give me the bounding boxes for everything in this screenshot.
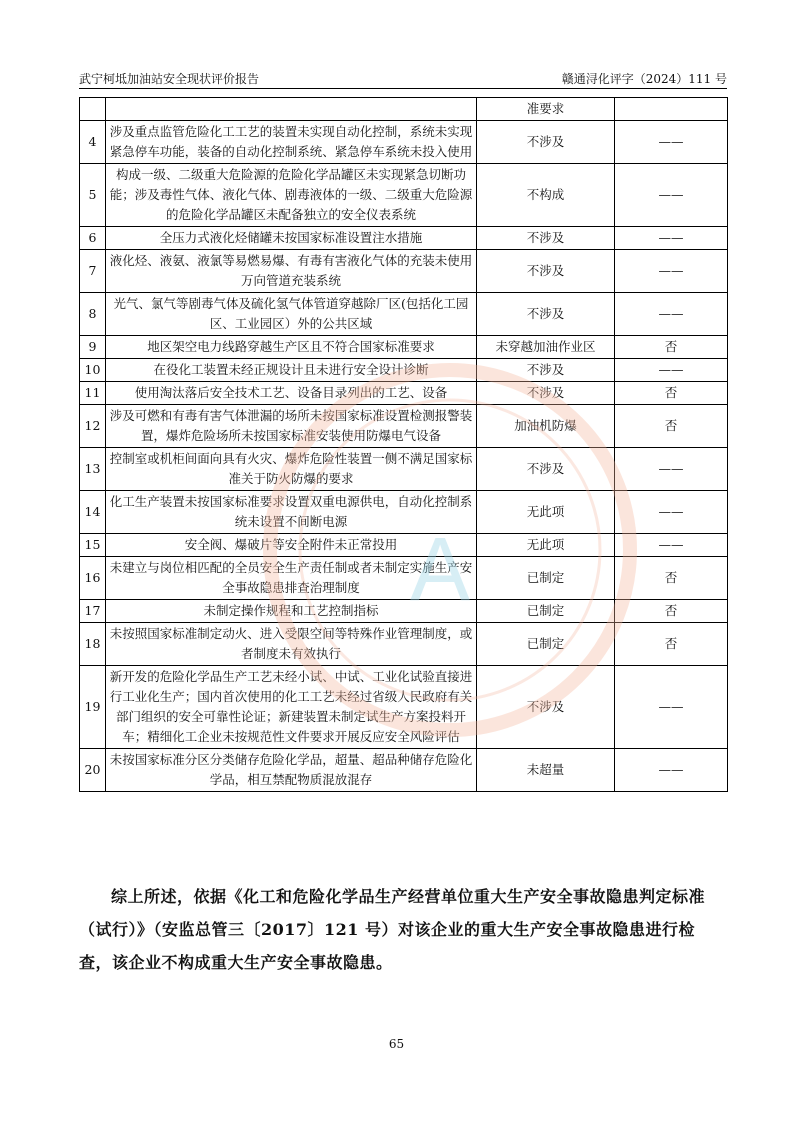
table-row [80,534,728,557]
table-row [80,623,728,666]
check-result-cell: 不涉及 [477,666,615,749]
check-item-cell: 在役化工装置未经正规设计且未进行安全设计诊断 [106,359,477,382]
conclusion-cell: 否 [615,623,728,666]
check-result-cell: 不涉及 [477,359,615,382]
page-header [79,70,727,89]
row-number-cell: 9 [80,336,106,359]
table-row [80,666,728,749]
check-item-cell: 液化烃、液氨、液氯等易燃易爆、有毒有害液化气体的充装未使用万向管道充装系统 [106,250,477,293]
check-result-cell: 无此项 [477,491,615,534]
conclusion-cell: 否 [615,405,728,448]
table-row [80,121,728,164]
check-item-cell: 未按照国家标准制定动火、进入受限空间等特殊作业管理制度，或者制度未有效执行 [106,623,477,666]
conclusion-cell: —— [615,121,728,164]
conclusion-cell: —— [615,491,728,534]
check-result-cell: 已制定 [477,623,615,666]
conclusion-cell: —— [615,227,728,250]
table-row [80,382,728,405]
header-report-title: 武宁柯坻加油站安全现状评价报告 [79,72,260,86]
table-row [80,359,728,382]
check-item-cell: 光气、氯气等剧毒气体及硫化氢气体管道穿越除厂区(包括化工园区、工业园区）外的公共区域 [106,293,477,336]
summary-conclusion [79,880,727,979]
row-number-cell [80,98,106,121]
conclusion-cell: —— [615,749,728,792]
check-result-cell: 已制定 [477,600,615,623]
table-row [80,164,728,227]
row-number-cell: 8 [80,293,106,336]
check-item-cell: 涉及可燃和有毒有害气体泄漏的场所未按国家标准设置检测报警装置，爆炸危险场所未按国家标准安装使用防爆电气设备 [106,405,477,448]
row-number-cell: 4 [80,121,106,164]
row-number-cell: 13 [80,448,106,491]
check-result-cell: 准要求 [477,98,615,121]
conclusion-cell: 否 [615,557,728,600]
row-number-cell: 14 [80,491,106,534]
table-row [80,98,728,121]
table-row [80,749,728,792]
conclusion-cell: —— [615,250,728,293]
check-item-cell: 未按国家标准分区分类储存危险化学品，超量、超品种储存危险化学品，相互禁配物质混放混存 [106,749,477,792]
table-row [80,336,728,359]
check-item-cell: 全压力式液化烃储罐未按国家标准设置注水措施 [106,227,477,250]
row-number-cell: 16 [80,557,106,600]
row-number-cell: 12 [80,405,106,448]
row-number-cell: 10 [80,359,106,382]
table-row [80,448,728,491]
conclusion-cell [615,98,728,121]
row-number-cell: 18 [80,623,106,666]
row-number-cell: 5 [80,164,106,227]
row-number-cell: 6 [80,227,106,250]
page-number: 65 [388,1037,405,1051]
check-item-cell: 控制室或机柜间面向具有火灾、爆炸危险性装置一侧不满足国家标准关于防火防爆的要求 [106,448,477,491]
check-result-cell: 不涉及 [477,382,615,405]
conclusion-cell: 否 [615,600,728,623]
row-number-cell: 11 [80,382,106,405]
conclusion-cell: —— [615,666,728,749]
table-row [80,405,728,448]
conclusion-cell: 否 [615,382,728,405]
check-item-cell [106,98,477,121]
check-result-cell: 未超量 [477,749,615,792]
row-number-cell: 17 [80,600,106,623]
check-item-cell: 化工生产装置未按国家标准要求设置双重电源供电，自动化控制系统未设置不间断电源 [106,491,477,534]
check-result-cell: 已制定 [477,557,615,600]
check-result-cell: 不涉及 [477,121,615,164]
row-number-cell: 19 [80,666,106,749]
row-number-cell: 7 [80,250,106,293]
row-number-cell: 20 [80,749,106,792]
check-result-cell: 未穿越加油作业区 [477,336,615,359]
hazard-check-table-body [80,98,728,792]
conclusion-cell: —— [615,534,728,557]
check-item-cell: 未制定操作规程和工艺控制指标 [106,600,477,623]
check-result-cell: 不涉及 [477,448,615,491]
svg-text:A: A [410,520,471,620]
row-number-cell: 15 [80,534,106,557]
table-row [80,250,728,293]
check-item-cell: 使用淘汰落后安全技术工艺、设备目录列出的工艺、设备 [106,382,477,405]
header-report-number: 赣通浔化评字（2024）111 号 [561,72,727,86]
check-item-cell: 未建立与岗位相匹配的全员安全生产责任制或者未制定实施生产安全事故隐患排查治理制度 [106,557,477,600]
table-row [80,293,728,336]
check-result-cell: 无此项 [477,534,615,557]
summary-paragraph: 综上所述，依据《化工和危险化学品生产经营单位重大生产安全事故隐患判定标准（试行）》（安监总管三〔2017〕121 号）对该企业的重大生产安全事故隐患进行检查，该企业不构成重大生产安全事故隐患。 [79,887,706,972]
table-row [80,600,728,623]
table-row [80,557,728,600]
conclusion-cell: —— [615,164,728,227]
check-result-cell: 加油机防爆 [477,405,615,448]
hazard-check-table [79,97,728,792]
conclusion-cell: —— [615,293,728,336]
check-result-cell: 不构成 [477,164,615,227]
conclusion-cell: —— [615,448,728,491]
conclusion-cell: 否 [615,336,728,359]
check-result-cell: 不涉及 [477,293,615,336]
check-item-cell: 构成一级、二级重大危险源的危险化学品罐区未实现紧急切断功能；涉及毒性气体、液化气体、剧毒液体的一级、二级重大危险源的危险化学品罐区未配备独立的安全仪表系统 [106,164,477,227]
check-item-cell: 安全阀、爆破片等安全附件未正常投用 [106,534,477,557]
conclusion-cell: —— [615,359,728,382]
check-item-cell: 地区架空电力线路穿越生产区且不符合国家标准要求 [106,336,477,359]
check-item-cell: 涉及重点监管危险化工工艺的装置未实现自动化控制，系统未实现紧急停车功能，装备的自动化控制系统、紧急停车系统未投入使用 [106,121,477,164]
check-item-cell: 新开发的危险化学品生产工艺未经小试、中试、工业化试验直接进行工业化生产；国内首次使用的化工工艺未经过省级人民政府有关部门组织的安全可靠性论证；新建装置未制定试生产方案投料开车；精细化工企业未按规范性文件要求开展反应安全风险评估 [106,666,477,749]
table-row [80,227,728,250]
check-result-cell: 不涉及 [477,250,615,293]
check-result-cell: 不涉及 [477,227,615,250]
table-row [80,491,728,534]
